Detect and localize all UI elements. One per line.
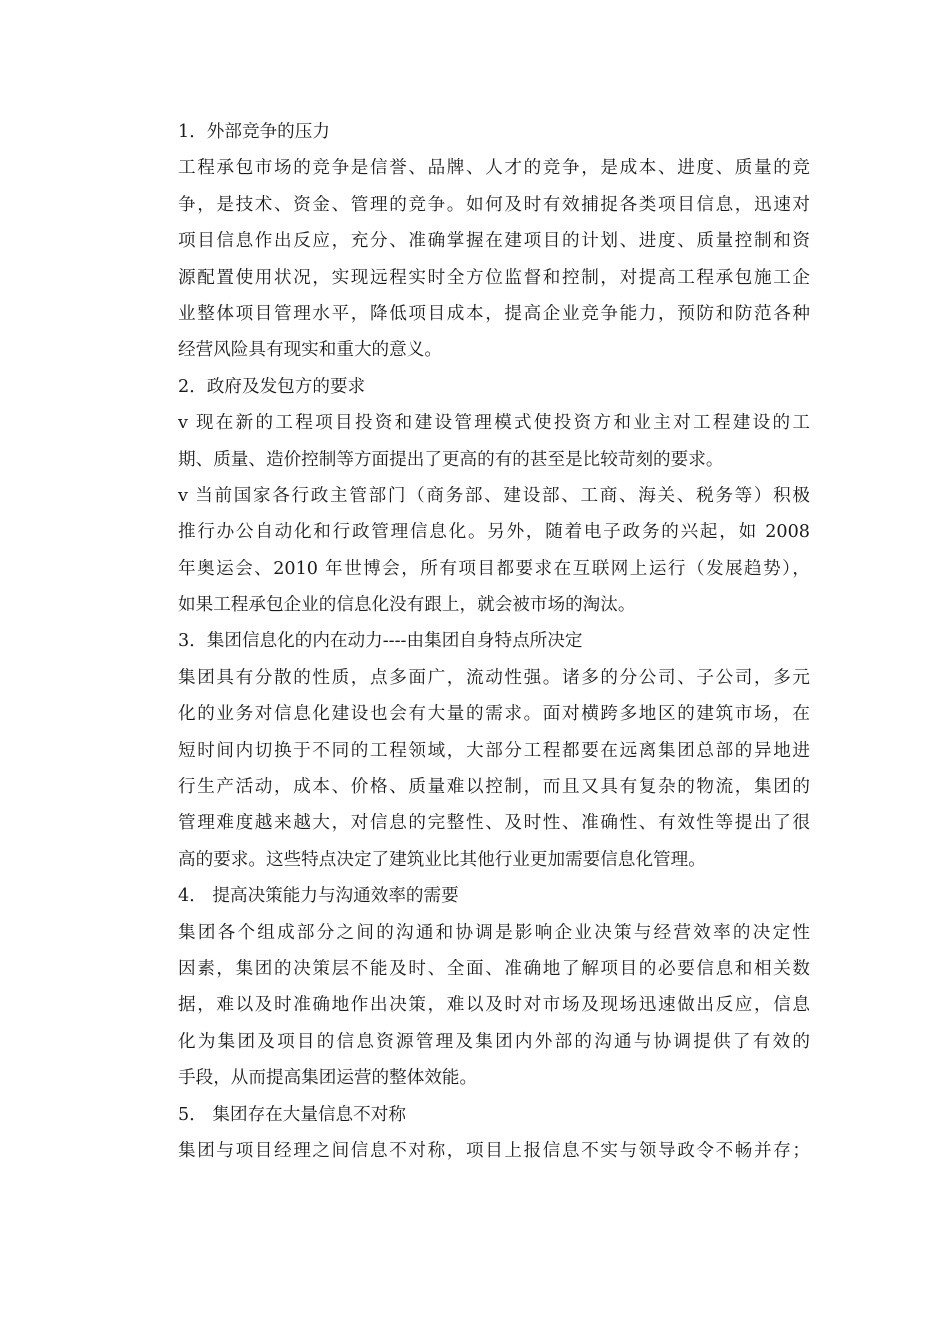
bullet-line: v 当前国家各行政主管部门（商务部、建设部、工商、海关、税务等）积极 xyxy=(178,485,810,506)
paragraph-line: 管理难度越来越大，对信息的完整性、及时性、准确性、有效性等提出了很 xyxy=(178,813,810,834)
paragraph-line: 工程承包市场的竞争是信誉、品牌、人才的竞争，是成本、进度、质量的竞 xyxy=(178,158,810,179)
paragraph-line: 据，难以及时准确地作出决策，难以及时对市场及现场迅速做出反应，信息 xyxy=(178,995,810,1016)
paragraph-line: 源配置使用状况，实现远程实时全方位监督和控制，对提高工程承包施工企 xyxy=(178,267,810,288)
paragraph-line: 化为集团及项目的信息资源管理及集团内外部的沟通与协调提供了有效的 xyxy=(178,1031,810,1052)
paragraph-line: 短时间内切换于不同的工程领域，大部分工程都要在远离集团总部的异地进 xyxy=(178,740,810,761)
section-heading: 1．外部竞争的压力 xyxy=(178,122,330,142)
section-heading: 4． 提高决策能力与沟通效率的需要 xyxy=(178,886,459,907)
paragraph-line: 业整体项目管理水平，降低项目成本，提高企业竞争能力，预防和防范各种 xyxy=(178,303,810,324)
document-body xyxy=(178,114,810,1169)
paragraph-line: 高的要求。这些特点决定了建筑业比其他行业更加需要信息化管理。 xyxy=(178,849,706,870)
bullet-line: 推行办公自动化和行政管理信息化。另外，随着电子政务的兴起，如 2008 xyxy=(178,522,810,543)
paragraph-line: 项目信息作出反应，充分、准确掌握在建项目的计划、进度、质量控制和资 xyxy=(178,231,810,252)
paragraph-line: 集团各个组成部分之间的沟通和协调是影响企业决策与经营效率的决定性 xyxy=(178,922,810,943)
paragraph-line: 集团具有分散的性质，点多面广，流动性强。诸多的分公司、子公司，多元 xyxy=(178,667,810,688)
paragraph-line: 经营风险具有现实和重大的意义。 xyxy=(178,340,442,361)
section-heading: 5． 集团存在大量信息不对称 xyxy=(178,1104,406,1125)
section-heading: 2．政府及发包方的要求 xyxy=(178,376,366,397)
bullet-line: 期、质量、造价控制等方面提出了更高的有的甚至是比较苛刻的要求。 xyxy=(178,449,724,470)
paragraph-line: 手段，从而提高集团运营的整体效能。 xyxy=(178,1068,478,1089)
paragraph-line: 行生产活动，成本、价格、质量难以控制，而且又具有复杂的物流，集团的 xyxy=(178,777,810,798)
bullet-line: v 现在新的工程项目投资和建设管理模式使投资方和业主对工程建设的工 xyxy=(178,413,810,434)
paragraph-line: 化的业务对信息化建设也会有大量的需求。面对横跨多地区的建筑市场，在 xyxy=(178,704,810,725)
bullet-line: 年奥运会、2010 年世博会，所有项目都要求在互联网上运行（发展趋势）， xyxy=(178,558,810,579)
paragraph-line: 争，是技术、资金、管理的竞争。如何及时有效捕捉各类项目信息，迅速对 xyxy=(178,194,810,215)
section-heading: 3．集团信息化的内在动力----由集团自身特点所决定 xyxy=(178,631,583,652)
paragraph-line: 因素，集团的决策层不能及时、全面、准确地了解项目的必要信息和相关数 xyxy=(178,958,810,979)
bullet-line: 如果工程承包企业的信息化没有跟上，就会被市场的淘汰。 xyxy=(178,595,636,616)
paragraph-line: 集团与项目经理之间信息不对称，项目上报信息不实与领导政令不畅并存； xyxy=(178,1140,810,1161)
